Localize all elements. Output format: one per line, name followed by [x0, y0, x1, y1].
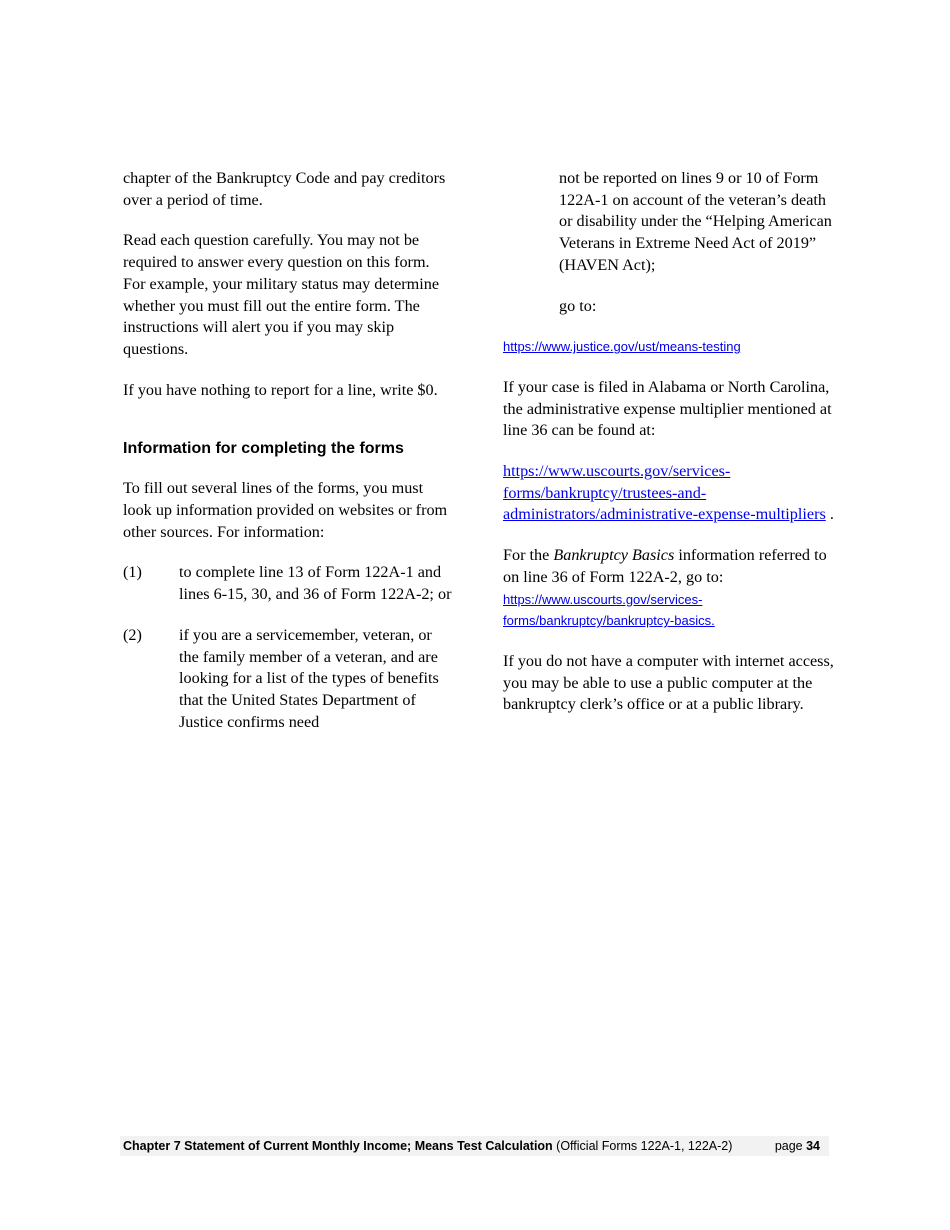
- page-label: page: [774, 1139, 807, 1153]
- list-item-text: to complete line 13 of Form 122A-1 and lines 6-15, 30, and 36 of Form 122A-2; or: [179, 563, 452, 604]
- paragraph-goto: go to:: [559, 296, 597, 315]
- footer-title-forms: (Official Forms 122A-1, 122A-2): [552, 1139, 733, 1153]
- paragraph-nothing-to-report: If you have nothing to report for a line, write $0.: [123, 380, 438, 399]
- list-item-number: (2): [123, 625, 142, 644]
- right-column: [503, 168, 838, 716]
- means-testing-link[interactable]: https://www.justice.gov/ust/means-testing: [503, 339, 741, 355]
- paragraph-read-carefully: Read each question carefully. You may not be required to answer every question on this form. For example, your military status may determine whether you must fill out the entire form. The instructions will alert you if you may skip questions.: [123, 231, 440, 358]
- basics-title: Bankruptcy Basics: [553, 546, 675, 565]
- paragraph-computer-access: If you do not have a computer with internet access, you may be able to use a public computer at the bankruptcy clerk’s office or at a public library.: [503, 651, 834, 714]
- list-item: [123, 562, 453, 605]
- list-item-number: (1): [123, 563, 142, 582]
- basics-text-pre: For the: [503, 546, 554, 565]
- list-item-continuation: not be reported on lines 9 or 10 of Form 122A-1 on account of the veteran’s death or disability under the “Helping American Veterans in Extreme Need Act of 2019” (HAVEN Act);: [559, 169, 832, 274]
- footer-title: [123, 1136, 732, 1156]
- page-footer: [120, 1136, 829, 1156]
- basics-text-post: information referred to on line 36 of Form 122A-2, go to:: [503, 546, 827, 586]
- page-number-value: 34: [806, 1139, 820, 1153]
- paragraph-chapter: chapter of the Bankruptcy Code and pay creditors over a period of time.: [123, 169, 446, 209]
- list-item-text: if you are a servicemember, veteran, or the family member of a veteran, and are looking for a list of the types of benefits that the United States Department of Justice confirms need: [179, 625, 439, 731]
- paragraph-alabama: If your case is filed in Alabama or North Carolina, the administrative expense multiplier mentioned at line 36 can be found at:: [503, 377, 832, 440]
- left-column: [123, 168, 453, 733]
- expense-multipliers-link[interactable]: https://www.uscourts.gov/services-forms/bankruptcy/trustees-and-administrators/administrative-expense-multipliers: [503, 462, 826, 524]
- bankruptcy-basics-link[interactable]: https://www.uscourts.gov/services-forms/bankruptcy/bankruptcy-basics.: [503, 591, 715, 629]
- link-means-testing-line: [503, 336, 838, 358]
- section-heading: Information for completing the forms: [123, 440, 404, 458]
- page-number: [775, 1136, 820, 1156]
- link-multipliers-line: [503, 461, 838, 526]
- link-suffix: .: [825, 505, 834, 524]
- list-item: [123, 625, 453, 734]
- footer-title-bold: Chapter 7 Statement of Current Monthly Income; Means Test Calculation: [123, 1139, 553, 1153]
- paragraph-bankruptcy-basics: [503, 545, 838, 632]
- paragraph-fill-out: To fill out several lines of the forms, you must look up information provided on websites or from other sources. For information:: [123, 479, 448, 541]
